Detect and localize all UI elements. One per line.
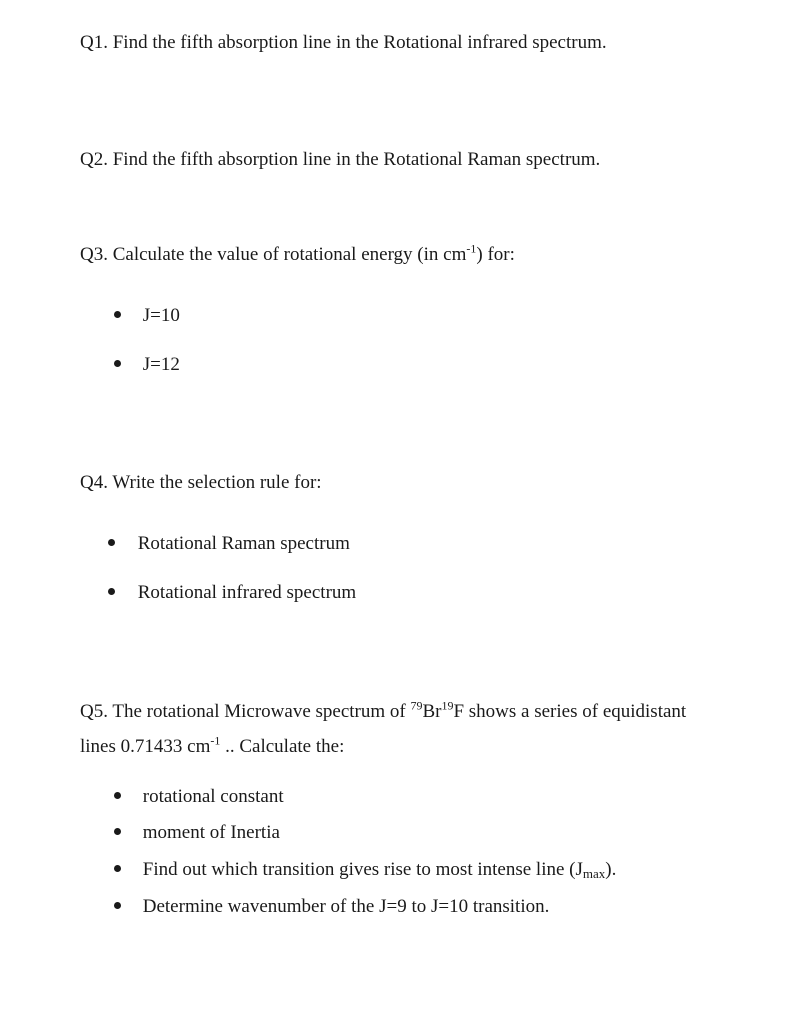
q4-bullet-item <box>108 582 356 604</box>
question-1 <box>80 32 607 54</box>
q3-bullet-text: J=12 <box>142 354 180 375</box>
q5-bullet-text: moment of Inertia <box>142 822 280 843</box>
q5-bullet-text: Find out which transition gives rise to most intense line (J <box>142 859 583 880</box>
question-5-line-2 <box>80 733 345 758</box>
q5-bullet-text-end: ). <box>605 859 617 880</box>
question-5-text: Q5. The rotational Microwave spectrum of <box>80 701 411 722</box>
question-5-superscript: -1 <box>210 733 221 748</box>
question-3-text-end: ) for: <box>476 244 515 265</box>
element-br: Br <box>422 701 442 722</box>
question-1-text: Q1. Find the fifth absorption line in the Rotational infrared spectrum. <box>80 32 607 53</box>
question-5-line-1 <box>80 698 687 723</box>
q3-bullet-text: J=10 <box>142 305 180 326</box>
bullet-icon <box>114 902 121 909</box>
bullet-icon <box>114 792 121 799</box>
bullet-icon <box>114 865 121 872</box>
jmax-subscript: max <box>582 866 606 881</box>
q5-bullet-item <box>114 896 549 918</box>
question-5-line-2-end: .. Calculate the: <box>220 736 345 757</box>
isotope-mass-br: 79 <box>410 698 423 713</box>
question-3-text: Q3. Calculate the value of rotational energy (in cm <box>80 244 467 265</box>
q5-bullet-item <box>114 859 616 881</box>
q3-bullet-item <box>114 354 180 376</box>
question-5-line-2-text: lines 0.71433 cm <box>80 736 211 757</box>
bullet-icon <box>114 360 121 367</box>
q5-bullet-text: rotational constant <box>142 786 284 807</box>
bullet-icon <box>108 588 115 595</box>
bullet-icon <box>108 539 115 546</box>
question-3 <box>80 241 515 266</box>
question-2 <box>80 149 600 171</box>
isotope-mass-f: 19 <box>441 698 454 713</box>
bullet-icon <box>114 828 121 835</box>
q4-bullet-item <box>108 533 350 555</box>
question-2-text: Q2. Find the fifth absorption line in the Rotational Raman spectrum. <box>80 149 601 170</box>
question-3-superscript: -1 <box>466 241 477 256</box>
q3-bullet-item <box>114 305 180 327</box>
q5-bullet-item <box>114 822 280 844</box>
question-4 <box>80 472 322 494</box>
bullet-icon <box>114 311 121 318</box>
question-5-text-cont: F shows a series of equidistant <box>453 701 687 722</box>
q4-bullet-text: Rotational Raman spectrum <box>137 533 350 554</box>
q5-bullet-text: Determine wavenumber of the J=9 to J=10 transition. <box>142 896 550 917</box>
question-4-text: Q4. Write the selection rule for: <box>80 472 322 493</box>
q5-bullet-item <box>114 786 284 808</box>
q4-bullet-text: Rotational infrared spectrum <box>137 582 357 603</box>
